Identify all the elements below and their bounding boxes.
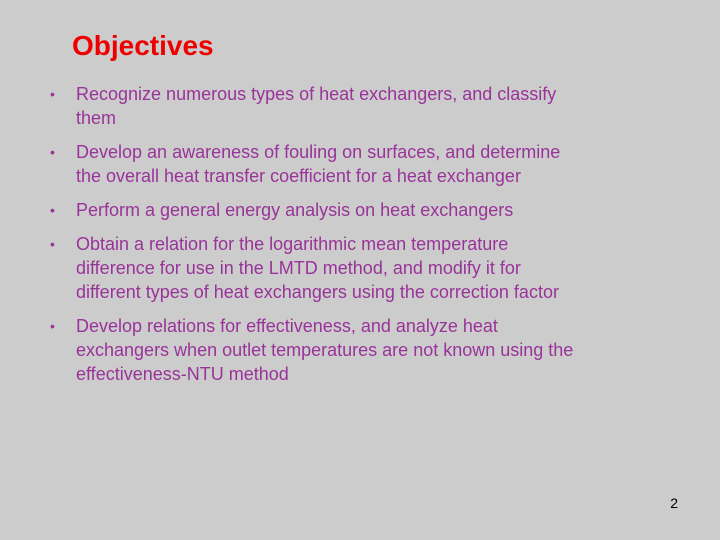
bullet-text: Develop relations for effectiveness, and analyze heat exchangers when outlet temperatures are not known using the effectiveness-NTU method — [76, 316, 574, 384]
list-item — [50, 198, 580, 222]
bullet-icon: • — [50, 318, 55, 334]
list-item — [50, 314, 580, 386]
bullet-text: Obtain a relation for the logarithmic mean temperature difference for use in the LMTD method, and modify it for different types of heat exchangers using the correction factor — [76, 234, 559, 302]
bullet-text: Recognize numerous types of heat exchangers, and classify them — [76, 84, 557, 128]
bullet-text: Perform a general energy analysis on heat exchangers — [76, 200, 514, 220]
list-item — [50, 232, 580, 304]
list-item — [50, 82, 580, 130]
bullet-icon: • — [50, 236, 55, 252]
bullet-icon: • — [50, 86, 55, 102]
bullet-icon: • — [50, 144, 55, 160]
slide-title: Objectives — [72, 30, 214, 61]
page-number: 2 — [670, 495, 678, 511]
objectives-list — [50, 82, 580, 396]
bullet-text: Develop an awareness of fouling on surfaces, and determine the overall heat transfer coefficient for a heat exchanger — [76, 142, 561, 186]
bullet-icon: • — [50, 202, 55, 218]
list-item — [50, 140, 580, 188]
